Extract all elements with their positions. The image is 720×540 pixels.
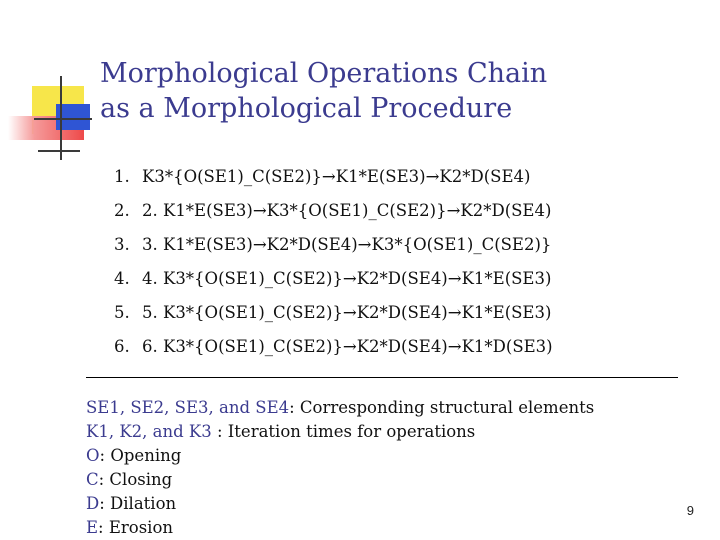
procedure-step: [114, 194, 553, 228]
legend-key: K1, K2, and K3: [86, 422, 212, 441]
legend-text: : Closing: [98, 470, 173, 489]
step-text: 3. K1*E(SE3)→K2*D(SE4)→K3*{O(SE1)_C(SE2)}: [142, 235, 552, 254]
divider-line: [86, 377, 678, 378]
legend-item: [86, 468, 594, 492]
legend-text: : Iteration times for operations: [211, 422, 476, 441]
procedure-step: [114, 262, 553, 296]
step-text: 6. K3*{O(SE1)_C(SE2)}→K2*D(SE4)→K1*D(SE3): [142, 337, 553, 356]
procedure-step: [114, 330, 553, 364]
step-text: 2. K1*E(SE3)→K3*{O(SE1)_C(SE2)}→K2*D(SE4): [142, 201, 552, 220]
step-number: 2.: [114, 201, 130, 220]
legend: [86, 396, 594, 540]
legend-item: [86, 396, 594, 420]
step-text: 4. K3*{O(SE1)_C(SE2)}→K2*D(SE4)→K1*E(SE3): [142, 269, 552, 288]
step-number: 4.: [114, 269, 130, 288]
legend-text: : Dilation: [99, 494, 177, 513]
decor-horizontal-line-lower: [38, 150, 80, 152]
legend-text: : Corresponding structural elements: [289, 398, 595, 417]
step-number: 1.: [114, 167, 130, 186]
legend-item: [86, 420, 594, 444]
page-number: 9: [686, 503, 694, 518]
legend-item: [86, 492, 594, 516]
legend-key: D: [86, 494, 100, 513]
procedure-list: [114, 160, 553, 364]
legend-item: [86, 516, 594, 540]
legend-key: SE1, SE2, SE3, and SE4: [86, 398, 290, 417]
procedure-step: [114, 160, 553, 194]
procedure-step: [114, 228, 553, 262]
slide-title-line-2: as a Morphological Procedure: [100, 93, 513, 124]
legend-key: E: [86, 518, 99, 537]
slide-title-line-1: Morphological Operations Chain: [100, 58, 548, 89]
legend-text: : Erosion: [98, 518, 174, 537]
legend-key: O: [86, 446, 100, 465]
procedure-step: [114, 296, 553, 330]
slide-title: [100, 56, 660, 126]
legend-key: C: [86, 470, 99, 489]
decor-horizontal-line: [34, 118, 92, 120]
step-number: 5.: [114, 303, 130, 322]
legend-text: : Opening: [99, 446, 182, 465]
step-text: K3*{O(SE1)_C(SE2)}→K1*E(SE3)→K2*D(SE4): [142, 167, 531, 186]
step-number: 6.: [114, 337, 130, 356]
step-text: 5. K3*{O(SE1)_C(SE2)}→K2*D(SE4)→K1*E(SE3): [142, 303, 552, 322]
legend-item: [86, 444, 594, 468]
step-number: 3.: [114, 235, 130, 254]
